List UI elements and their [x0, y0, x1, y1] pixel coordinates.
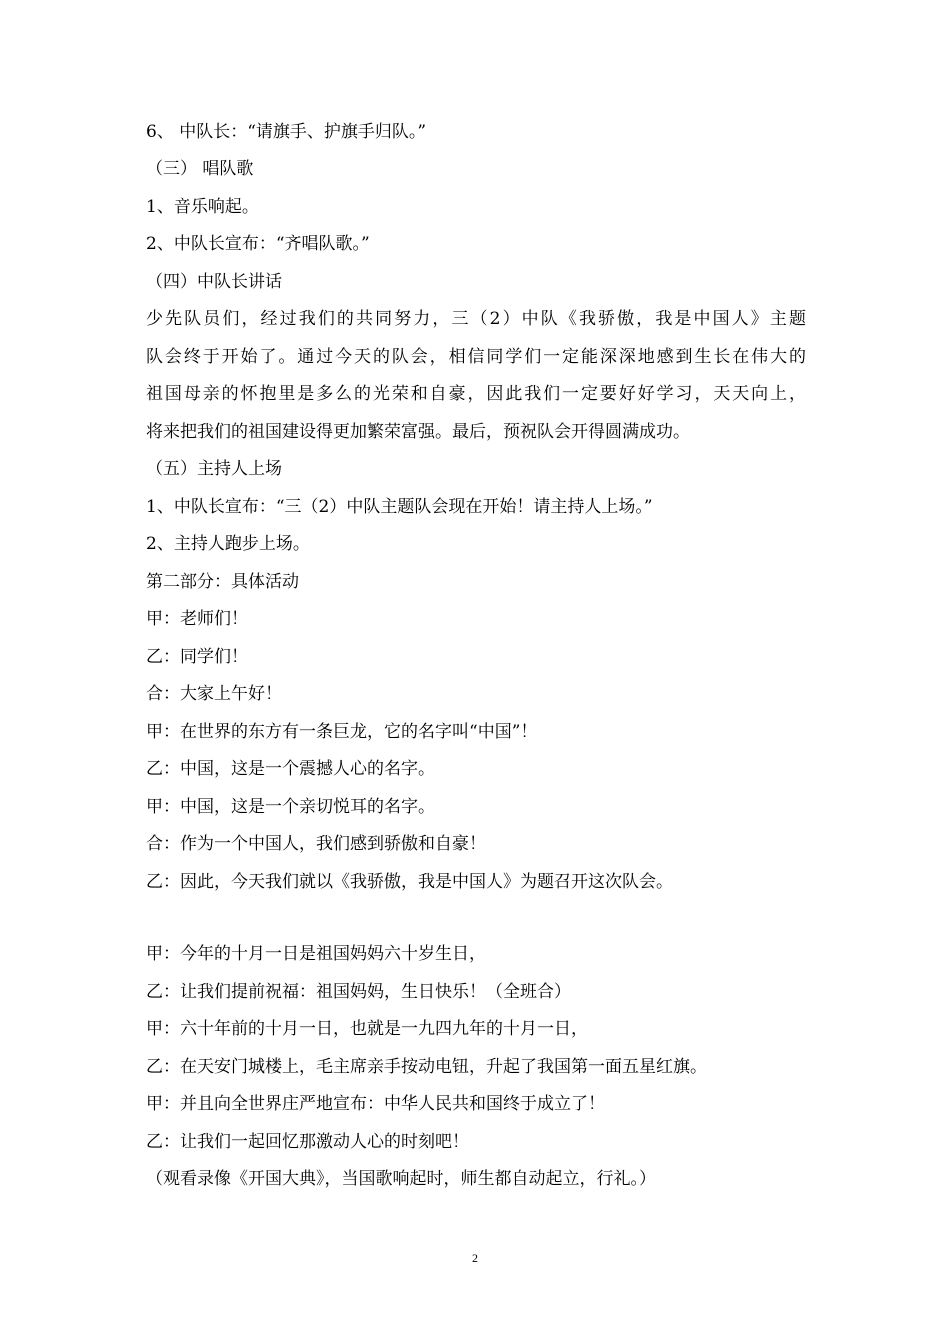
paragraph-line: 队会终于开始了。通过今天的队会，相信同学们一定能深深地感到生长在伟大的: [146, 347, 806, 367]
section-heading: （五）主持人上场: [146, 459, 282, 479]
paragraph-line: 将来把我们的祖国建设得更加繁荣富强。最后，预祝队会开得圆满成功。: [146, 422, 690, 442]
dialogue-line: 甲：并且向全世界庄严地宣布：中华人民共和国终于成立了！: [146, 1094, 605, 1114]
paragraph-line: 少先队员们，经过我们的共同努力，三（2）中队《我骄傲，我是中国人》主题: [146, 309, 806, 329]
paragraph-line: 祖国母亲的怀抱里是多么的光荣和自豪，因此我们一定要好好学习，天天向上，: [146, 384, 806, 404]
dialogue-line: 甲：今年的十月一日是祖国妈妈六十岁生日，: [146, 944, 486, 964]
section-heading: （三） 唱队歌: [146, 159, 254, 179]
dialogue-line: 甲：老师们！: [146, 609, 248, 629]
dialogue-line: 合：作为一个中国人，我们感到骄傲和自豪！: [146, 834, 486, 854]
text-line: 6、 中队长：“请旗手、护旗手归队。”: [146, 122, 427, 142]
section-heading: （四）中队长讲话: [146, 272, 282, 292]
text-line: 2、中队长宣布：“齐唱队歌。”: [146, 234, 370, 254]
dialogue-line: 甲：在世界的东方有一条巨龙，它的名字叫“中国”！: [146, 722, 538, 742]
dialogue-line: 乙：让我们一起回忆那激动人心的时刻吧！: [146, 1132, 469, 1152]
page-number: 2: [472, 1251, 478, 1265]
dialogue-line: 甲：中国，这是一个亲切悦耳的名字。: [146, 797, 435, 817]
dialogue-line: 乙：因此，今天我们就以《我骄傲，我是中国人》为题召开这次队会。: [146, 872, 673, 892]
dialogue-line: 乙：在天安门城楼上，毛主席亲手按动电钮，升起了我国第一面五星红旗。: [146, 1057, 707, 1077]
dialogue-line: 合：大家上午好！: [146, 684, 282, 704]
dialogue-line: 乙：中国，这是一个震撼人心的名字。: [146, 759, 435, 779]
section-heading: 第二部分：具体活动: [146, 572, 299, 592]
stage-direction: （观看录像《开国大典》，当国歌响起时，师生都自动起立，行礼。）: [146, 1169, 656, 1189]
text-line: 2、主持人跑步上场。: [146, 534, 310, 554]
dialogue-line: 乙：同学们！: [146, 647, 248, 667]
text-line: 1、中队长宣布：“三（2）中队主题队会现在开始！请主持人上场。”: [146, 497, 653, 517]
dialogue-line: 乙：让我们提前祝福：祖国妈妈，生日快乐！（全班合）: [146, 982, 571, 1002]
text-line: 1、音乐响起。: [146, 197, 259, 217]
dialogue-line: 甲：六十年前的十月一日，也就是一九四九年的十月一日，: [146, 1019, 588, 1039]
